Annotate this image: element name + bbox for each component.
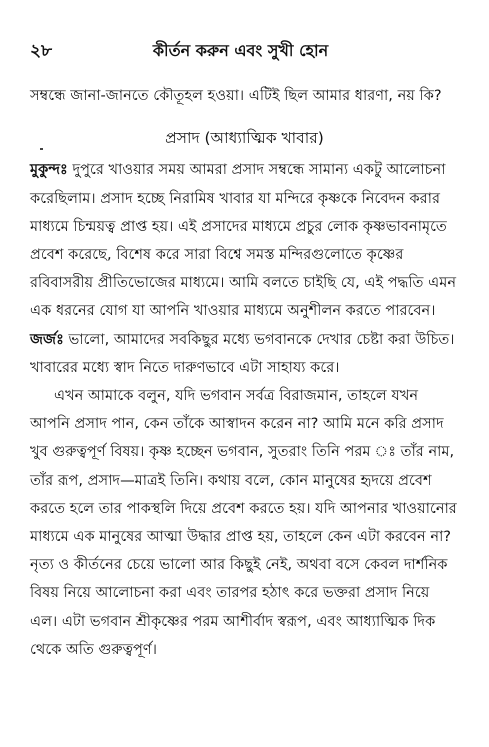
page-header <box>30 38 451 62</box>
intro-paragraph: সম্বন্ধে জানা-জানতে কৌতূহল হওয়া। এটিই ছিল আমার ধারণা, নয় কি? <box>30 87 442 104</box>
dialogue-paragraph-george <box>30 326 459 382</box>
page-body <box>30 82 459 664</box>
dialogue-text: দুপুরে খাওয়ার সময় আমরা প্রসাদ সম্বন্ধে সামান্য একটু আলোচনা করেছিলাম। প্রসাদ হচ্ছে নিরামিষ খাবার যা মন্দিরে কৃষ্ণকে নিবেদন করার মাধ্যমে চিন্ময়ত্ব প্রাপ্ত হয়। এই প্রসাদের মাধ্যমে প্রচুর লোক কৃষ্ণভাবনামৃতে প্রবেশ করেছে, বিশেষ করে সারা বিশ্বে সমস্ত মন্দিরগুলোতে কৃষ্ণের রবিবাসরীয় প্রীতিভোজের মাধ্যমে। আমি বলতে চাইছি যে, এই পদ্ধতি এমন এক ধরনের যোগ যা আপনি খাওয়ার মাধ্যমে অনুশীলন করতে পারবেন। <box>30 161 457 320</box>
speaker-name: জর্জঃ <box>30 330 64 348</box>
speaker-name: মুকুন্দঃ <box>30 161 68 179</box>
running-title: কীর্তন করুন এবং সুখী হোন <box>152 41 329 60</box>
dialogue-text: ভালো, আমাদের সবকিছুর মধ্যে ভগবানকে দেখার চেষ্টা করা উচিত। খাবারের মধ্যে স্বাদ নিতে দারুণভাবে এটা সাহায্য করে। <box>30 330 455 376</box>
closing-paragraph: এখন আমাকে বলুন, যদি ভগবান সর্বত্র বিরাজমান, তাহলে যখন আপনি প্রসাদ পান, কেন তাঁকে আস্বাদন করেন না? আমি মনে করি প্রসাদ খুব গুরুত্বপূর্ণ বিষয়। কৃষ্ণ হচ্ছেন ভগবান, সুতরাং তিনি পরম ঃ তাঁর নাম, তাঁর রূপ, প্রসাদ—মাত্রই তিনি। কথায় বলে, কোন মানুষের হৃদয়ে প্রবেশ করতে হলে তার পাকস্থলি দিয়ে প্রবেশ করতে হয়। যদি আপনার খাওয়ানোর মাধ্যমে এক মানুষের আত্মা উদ্ধার প্রাপ্ত হয়, তাহলে কেন এটা করবেন না? নৃত্য ও কীর্তনের চেয়ে ভালো আর কিছুই নেই, অথবা বসে কেবল দার্শনিক বিষয় নিয়ে আলোচনা করা এবং তারপর হঠাৎ করে ভক্তরা প্রসাদ নিয়ে এল। এটা ভগবান শ্রীকৃষ্ণের পরম আশীর্বাদ স্বরূপ, এবং আধ্যাত্মিক দিক থেকে অতি গুরুত্বপূর্ণ। <box>30 387 457 658</box>
dialogue-paragraph-mukunda <box>30 156 459 325</box>
stray-ink-mark <box>40 148 43 150</box>
page-number: ২৮ <box>30 41 53 61</box>
section-heading: প্রসাদ (আধ্যাত্মিক খাবার) <box>165 129 324 148</box>
